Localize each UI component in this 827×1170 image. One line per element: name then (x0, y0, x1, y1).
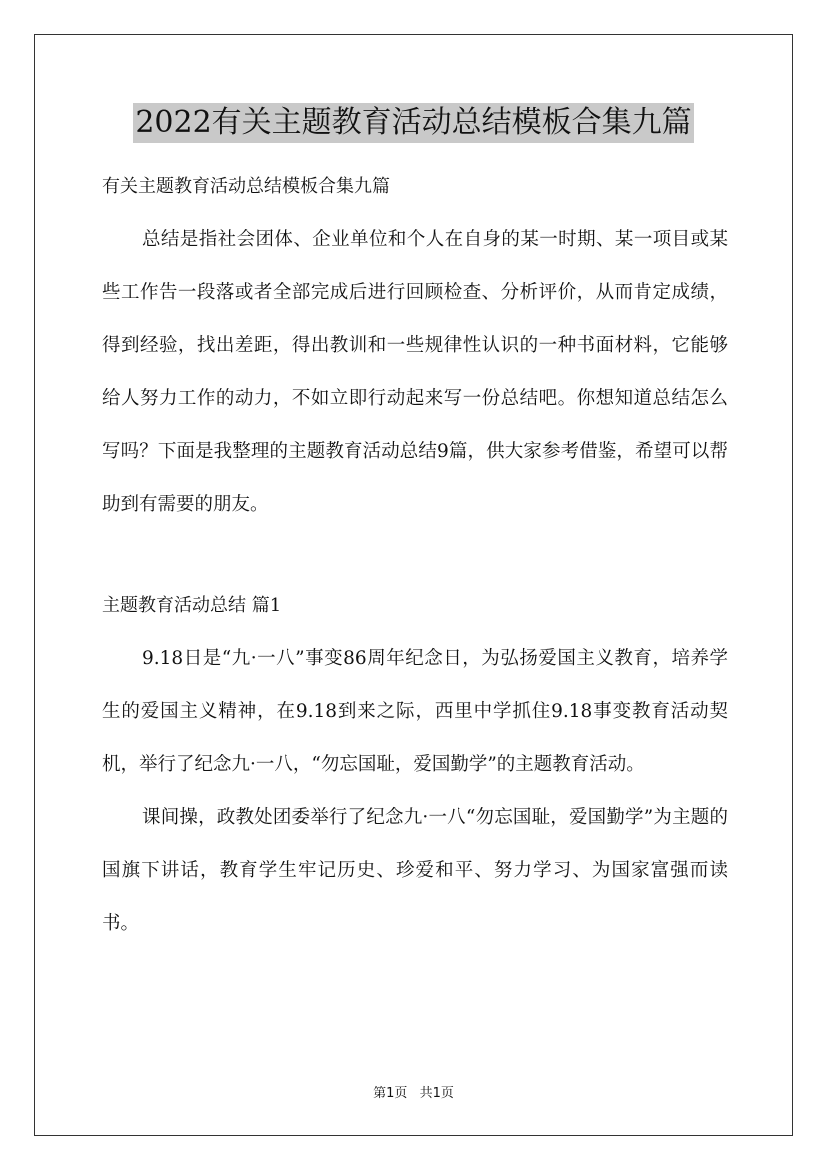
page-footer (0, 1082, 827, 1101)
page-number: 第1页 (373, 1086, 408, 1101)
title-container (0, 103, 827, 143)
section-heading: 主题教育活动总结 篇1 (102, 595, 282, 616)
document-body (102, 160, 728, 950)
body-paragraph: 9.18日是“九·一八”事变86周年纪念日，为弘扬爱国主义教育，培养学生的爱国主义精神，在9.18到来之际，西里中学抓住9.18事变教育活动契机，举行了纪念九·一八，“勿忘国耻，爱国勤学”的主题教育活动。 (102, 648, 728, 775)
document-title: 2022有关主题教育活动总结模板合集九篇 (133, 103, 693, 143)
page-total: 共1页 (419, 1086, 454, 1101)
section-spacer (102, 531, 728, 579)
body-paragraph: 课间操，政教处团委举行了纪念九·一八“勿忘国耻，爱国勤学”为主题的国旗下讲话，教育学生牢记历史、珍爱和平、努力学习、为国家富强而读书。 (102, 807, 728, 934)
intro-paragraph: 总结是指社会团体、企业单位和个人在自身的某一时期、某一项目或某些工作告一段落或者全部完成后进行回顾检查、分析评价，从而肯定成绩，得到经验，找出差距，得出教训和一些规律性认识的一种书面材料，它能够给人努力工作的动力，不如立即行动起来写一份总结吧。你想知道总结怎么写吗？下面是我整理的主题教育活动总结9篇，供大家参考借鉴，希望可以帮助到有需要的朋友。 (102, 229, 728, 515)
document-subtitle: 有关主题教育活动总结模板合集九篇 (102, 176, 390, 197)
